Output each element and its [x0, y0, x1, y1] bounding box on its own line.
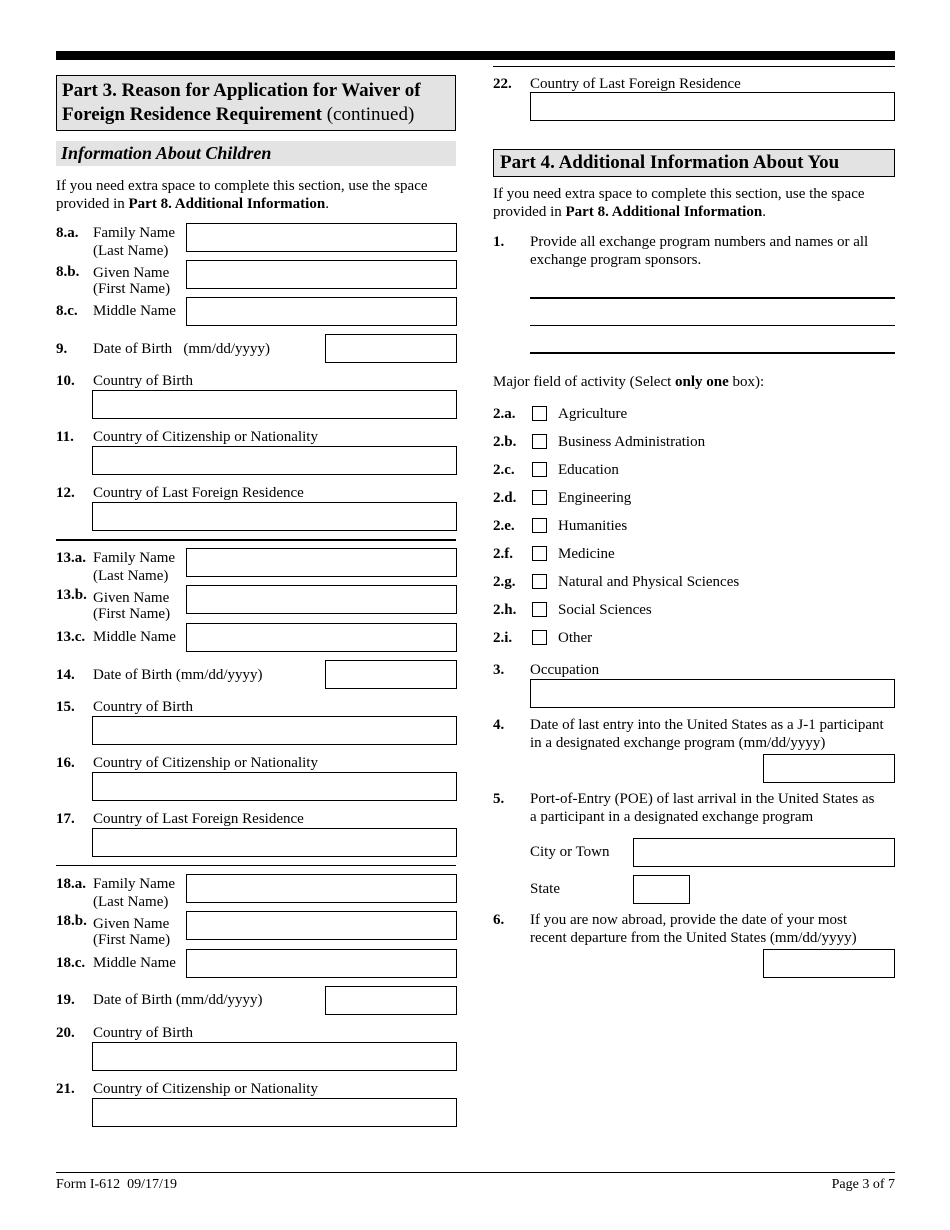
q10-number: 10.: [56, 373, 75, 389]
p4-q3-label: Occupation: [530, 662, 600, 678]
q10-label: Country of Birth: [93, 373, 193, 389]
field-checkbox[interactable]: [532, 406, 547, 421]
field-label: Social Sciences: [558, 602, 652, 618]
q13b-label: Given Name: [93, 590, 170, 606]
p4-q6-number: 6.: [493, 912, 505, 928]
q18b-sublabel: (First Name): [93, 932, 171, 948]
q8b-label: Given Name: [93, 265, 170, 281]
q12-number: 12.: [56, 485, 75, 501]
field-checkbox[interactable]: [532, 574, 547, 589]
q8c-middle-name-input[interactable]: [186, 297, 457, 326]
part4-intro: If you need extra space to complete this section, use the space provided in Part 8. Additional Information.: [493, 186, 865, 220]
occupation-input[interactable]: [530, 679, 895, 708]
q8c-label: Middle Name: [93, 303, 176, 319]
last-entry-date-input[interactable]: [763, 754, 895, 783]
p4-q1-answer-line-2[interactable]: [530, 325, 895, 326]
part3-intro: If you need extra space to complete this section, use the space provided in Part 8. Additional Information.: [56, 178, 428, 212]
q8a-family-name-input[interactable]: [186, 223, 457, 252]
q15-label: Country of Birth: [93, 699, 193, 715]
q15-country-of-birth-input[interactable]: [92, 716, 457, 745]
top-rule: [56, 51, 895, 60]
q18a-label: Family Name: [93, 876, 176, 892]
q13a-number: 13.a.: [56, 550, 86, 566]
form-id: Form I-612 09/17/19: [56, 1177, 177, 1192]
q14-label: Date of Birth (mm/dd/yyyy): [93, 667, 263, 683]
field-checkbox[interactable]: [532, 462, 547, 477]
state-label: State: [530, 881, 560, 897]
q17-last-residence-input[interactable]: [92, 828, 457, 857]
field-label: Education: [558, 462, 619, 478]
field-number: 2.f.: [493, 546, 513, 562]
field-number: 2.d.: [493, 490, 517, 506]
q16-label: Country of Citizenship or Nationality: [93, 755, 318, 771]
section-divider-2: [56, 865, 456, 866]
q14-number: 14.: [56, 667, 75, 683]
p4-q3-number: 3.: [493, 662, 505, 678]
q13b-number: 13.b.: [56, 587, 87, 603]
field-checkbox[interactable]: [532, 602, 547, 617]
q11-label: Country of Citizenship or Nationality: [93, 429, 318, 445]
field-label: Medicine: [558, 546, 615, 562]
children-subheading: Information About Children: [56, 141, 456, 166]
field-checkbox[interactable]: [532, 546, 547, 561]
q12-last-residence-input[interactable]: [92, 502, 457, 531]
q18c-label: Middle Name: [93, 955, 176, 971]
q18a-family-name-input[interactable]: [186, 874, 457, 903]
field-checkbox[interactable]: [532, 630, 547, 645]
field-label: Natural and Physical Sciences: [558, 574, 740, 590]
field-label: Business Administration: [558, 434, 706, 450]
q8a-sublabel: (Last Name): [93, 243, 169, 259]
page-number: Page 3 of 7: [831, 1177, 895, 1192]
city-label: City or Town: [530, 844, 610, 860]
q12-label: Country of Last Foreign Residence: [93, 485, 304, 501]
q19-label: Date of Birth (mm/dd/yyyy): [93, 992, 263, 1008]
field-checkbox[interactable]: [532, 518, 547, 533]
q8b-number: 8.b.: [56, 264, 80, 280]
poe-city-input[interactable]: [633, 838, 895, 867]
q9-date-of-birth-input[interactable]: [325, 334, 457, 363]
q8a-number: 8.a.: [56, 225, 79, 241]
q21-citizenship-input[interactable]: [92, 1098, 457, 1127]
p4-q1-line2: exchange program sponsors.: [530, 252, 702, 268]
q13b-given-name-input[interactable]: [186, 585, 457, 614]
q9-label: Date of Birth (mm/dd/yyyy): [93, 341, 271, 357]
field-number: 2.e.: [493, 518, 515, 534]
p4-q1-answer-line-1[interactable]: [530, 297, 895, 299]
field-label: Humanities: [558, 518, 628, 534]
p4-q1-number: 1.: [493, 234, 505, 250]
p4-q6-line1: If you are now abroad, provide the date of your most: [530, 912, 847, 928]
part4-header: Part 4. Additional Information About You: [493, 149, 895, 177]
q13c-label: Middle Name: [93, 629, 176, 645]
field-number: 2.h.: [493, 602, 517, 618]
section-divider: [56, 539, 456, 541]
field-label: Engineering: [558, 490, 632, 506]
q14-date-of-birth-input[interactable]: [325, 660, 457, 689]
q8a-label: Family Name: [93, 225, 176, 241]
q16-number: 16.: [56, 755, 75, 771]
q15-number: 15.: [56, 699, 75, 715]
q22-label: Country of Last Foreign Residence: [530, 76, 741, 92]
q21-number: 21.: [56, 1081, 75, 1097]
footer-rule: [56, 1172, 895, 1173]
p4-q5-line2: a participant in a designated exchange program: [530, 809, 814, 825]
q8c-number: 8.c.: [56, 303, 78, 319]
q19-date-of-birth-input[interactable]: [325, 986, 457, 1015]
q18b-label: Given Name: [93, 916, 170, 932]
p4-q4-line1: Date of last entry into the United States as a J-1 participant: [530, 717, 884, 733]
q18b-given-name-input[interactable]: [186, 911, 457, 940]
p4-q5-number: 5.: [493, 791, 505, 807]
q8b-given-name-input[interactable]: [186, 260, 457, 289]
q20-country-of-birth-input[interactable]: [92, 1042, 457, 1071]
q19-number: 19.: [56, 992, 75, 1008]
field-number: 2.b.: [493, 434, 517, 450]
q13c-middle-name-input[interactable]: [186, 623, 457, 652]
q8b-sublabel: (First Name): [93, 281, 171, 297]
q10-country-of-birth-input[interactable]: [92, 390, 457, 419]
q17-number: 17.: [56, 811, 75, 827]
q11-citizenship-input[interactable]: [92, 446, 457, 475]
p4-q6-line2: recent departure from the United States (mm/dd/yyyy): [530, 930, 857, 946]
field-label: Other: [558, 630, 593, 646]
p4-q5-line1: Port-of-Entry (POE) of last arrival in the United States as: [530, 791, 875, 807]
field-number: 2.i.: [493, 630, 513, 646]
q13a-sublabel: (Last Name): [93, 568, 169, 584]
q13a-label: Family Name: [93, 550, 176, 566]
p4-q1-line1: Provide all exchange program numbers and names or all: [530, 234, 869, 250]
part3-header: Part 3. Reason for Application for Waiver of Foreign Residence Requirement (continued): [56, 75, 456, 131]
q22-last-residence-input[interactable]: [530, 92, 895, 121]
field-label: Agriculture: [558, 406, 628, 422]
q20-number: 20.: [56, 1025, 75, 1041]
poe-state-input[interactable]: [633, 875, 690, 904]
q18c-number: 18.c.: [56, 955, 86, 971]
field-number: 2.c.: [493, 462, 515, 478]
q16-citizenship-input[interactable]: [92, 772, 457, 801]
q11-number: 11.: [56, 429, 74, 445]
q18b-number: 18.b.: [56, 913, 87, 929]
q18a-sublabel: (Last Name): [93, 894, 169, 910]
p4-q1-answer-line-3[interactable]: [530, 352, 895, 354]
q9-number: 9.: [56, 341, 68, 357]
p4-q4-line2: in a designated exchange program (mm/dd/yyyy): [530, 735, 826, 751]
field-number: 2.a.: [493, 406, 516, 422]
q13b-sublabel: (First Name): [93, 606, 171, 622]
field-checkbox[interactable]: [532, 434, 547, 449]
q13c-number: 13.c.: [56, 629, 86, 645]
major-field-prompt: Major field of activity (Select only one box):: [493, 374, 765, 390]
q21-label: Country of Citizenship or Nationality: [93, 1081, 318, 1097]
p4-q4-number: 4.: [493, 717, 505, 733]
departure-date-input[interactable]: [763, 949, 895, 978]
field-checkbox[interactable]: [532, 490, 547, 505]
q18c-middle-name-input[interactable]: [186, 949, 457, 978]
field-number: 2.g.: [493, 574, 516, 590]
right-top-rule: [493, 66, 895, 67]
q18a-number: 18.a.: [56, 876, 86, 892]
q17-label: Country of Last Foreign Residence: [93, 811, 304, 827]
q22-number: 22.: [493, 76, 512, 92]
q13a-family-name-input[interactable]: [186, 548, 457, 577]
q20-label: Country of Birth: [93, 1025, 193, 1041]
